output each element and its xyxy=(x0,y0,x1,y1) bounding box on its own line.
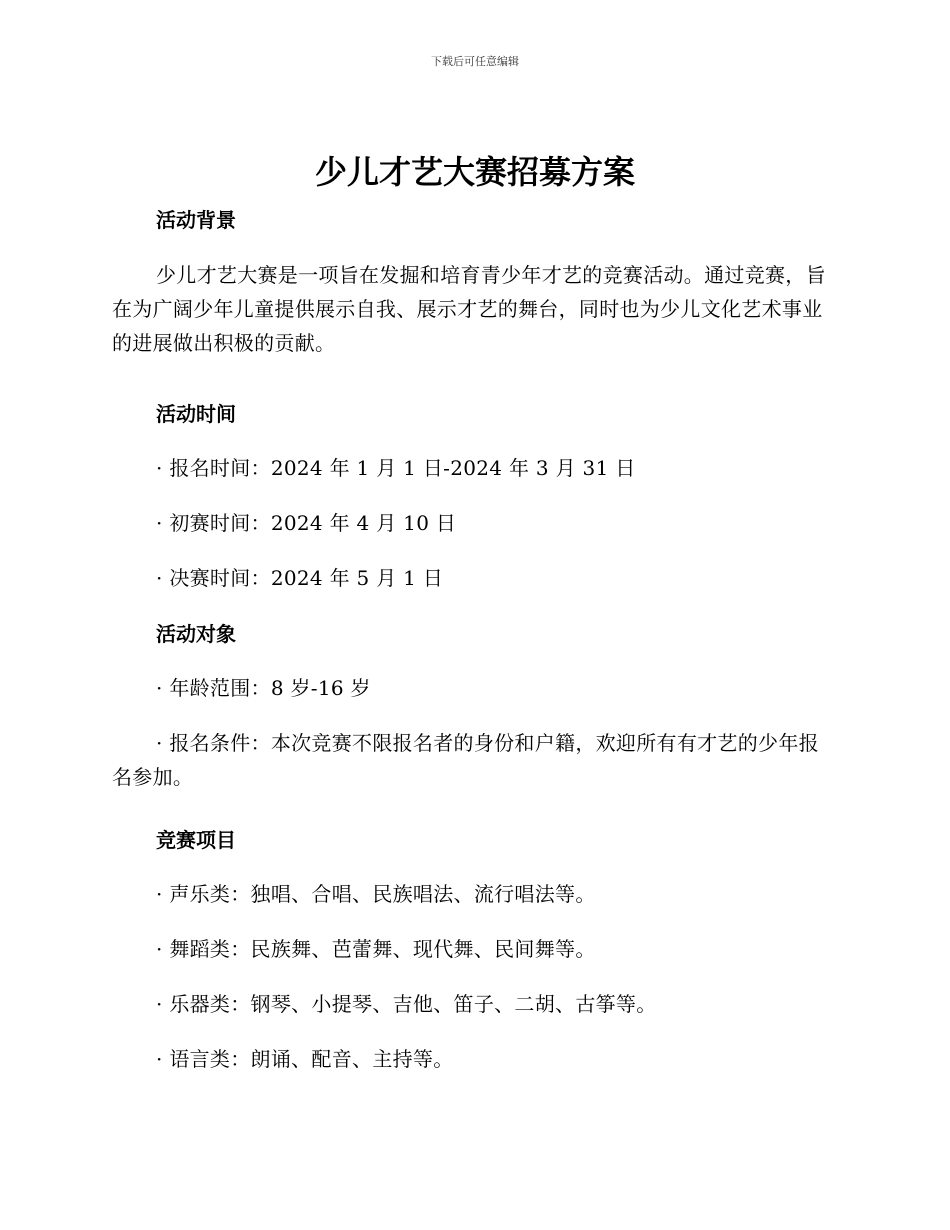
time-item-preliminary: · 初赛时间：2024 年 4 月 10 日 xyxy=(156,511,457,535)
events-item-instrument: · 乐器类：钢琴、小提琴、吉他、笛子、二胡、古筝等。 xyxy=(156,992,657,1016)
background-paragraph: 少儿才艺大赛是一项旨在发掘和培育青少年才艺的竞赛活动。通过竞赛，旨在为广阔少年儿童提供展示自我、展示才艺的舞台，同时也为少儿文化艺术事业的进展做出积极的贡献。 xyxy=(112,263,826,355)
page-header-note: 下载后可任意编辑 xyxy=(431,55,519,68)
audience-item-age: · 年龄范围：8 岁-16 岁 xyxy=(156,676,371,700)
events-item-dance: · 舞蹈类：民族舞、芭蕾舞、现代舞、民间舞等。 xyxy=(156,937,596,961)
section-heading-events: 竞赛项目 xyxy=(156,828,236,852)
document-title: 少儿才艺大赛招募方案 xyxy=(314,153,635,191)
section-heading-background: 活动背景 xyxy=(156,208,236,232)
events-item-language: · 语言类：朗诵、配音、主持等。 xyxy=(156,1047,454,1071)
events-item-vocal: · 声乐类：独唱、合唱、民族唱法、流行唱法等。 xyxy=(156,882,596,906)
time-item-registration: · 报名时间：2024 年 1 月 1 日-2024 年 3 月 31 日 xyxy=(156,456,636,480)
section-heading-audience: 活动对象 xyxy=(156,622,236,646)
time-item-final: · 决赛时间：2024 年 5 月 1 日 xyxy=(156,566,444,590)
audience-item-conditions: · 报名条件：本次竞赛不限报名者的身份和户籍，欢迎所有有才艺的少年报名参加。 xyxy=(112,731,819,789)
section-heading-time: 活动时间 xyxy=(156,402,236,426)
